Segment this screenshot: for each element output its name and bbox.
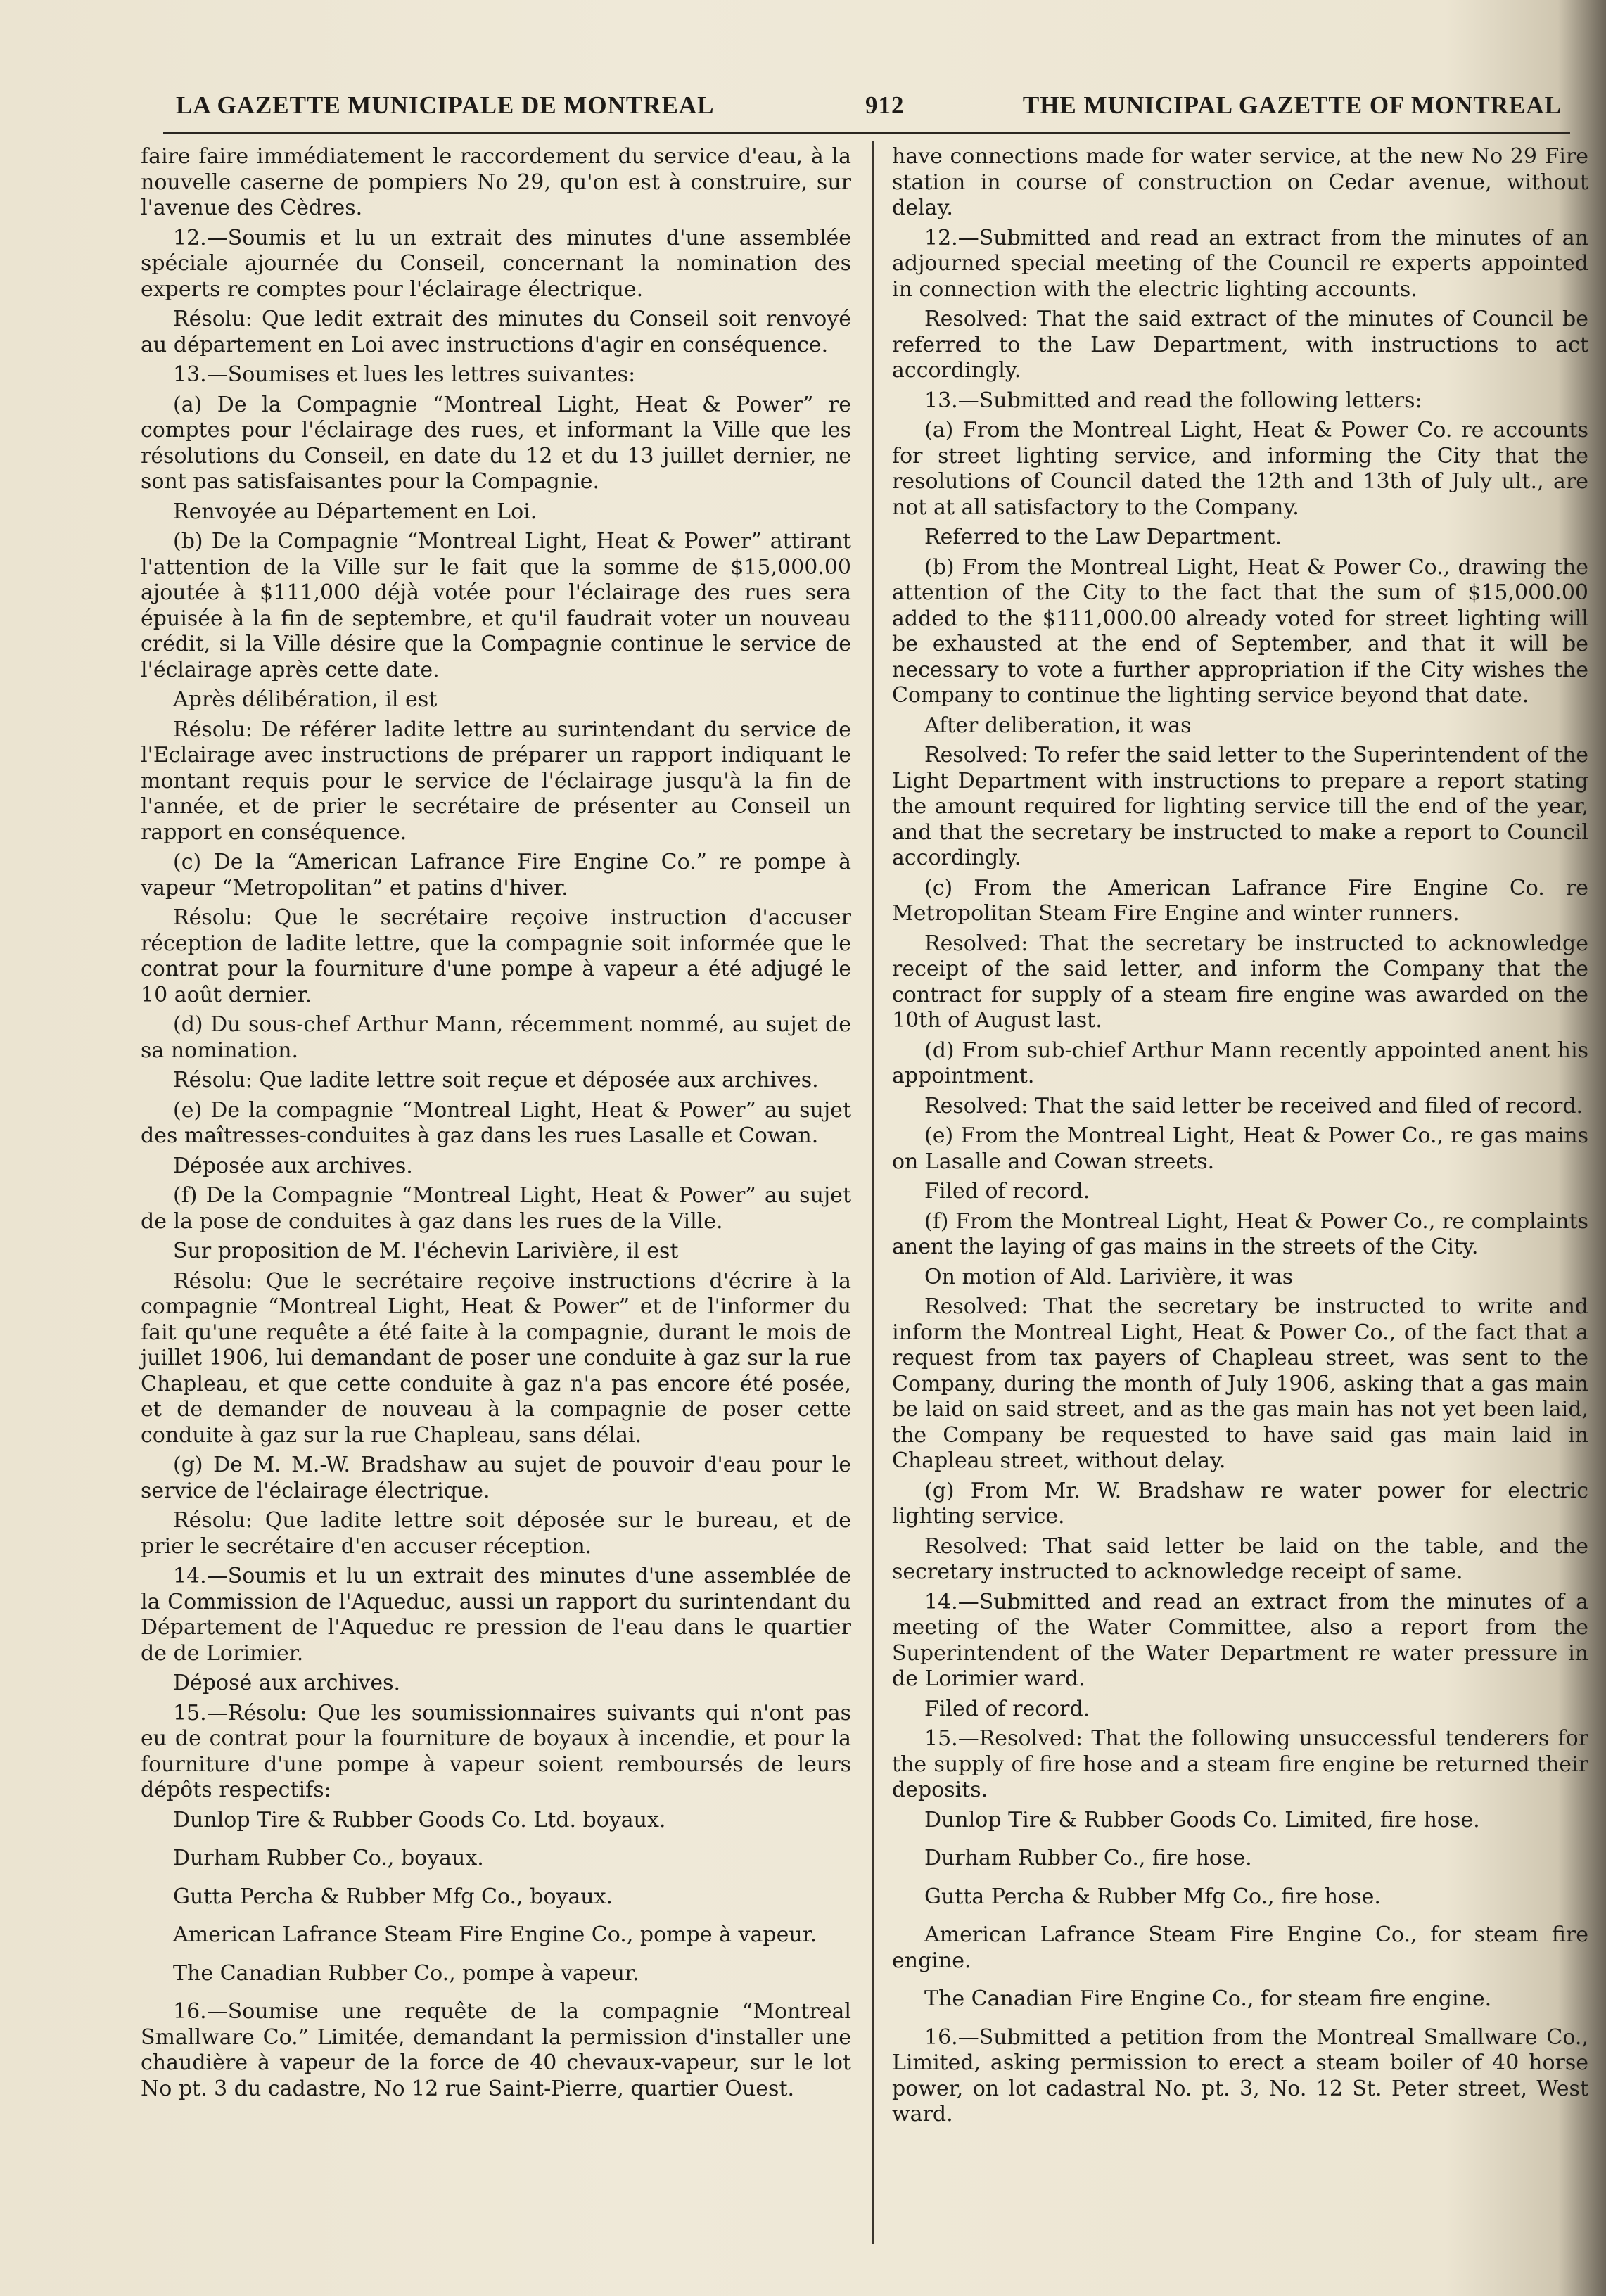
header-rule [163, 132, 1570, 134]
paragraph: (g) From Mr. W. Bradshaw re water power for electric lighting service. [892, 1478, 1588, 1529]
paragraph: Déposé aux archives. [173, 1671, 400, 1695]
paragraph: Resolved: That the said extract of the minutes of Council be referred to the Law Department, with instructions to act accordingly. [892, 307, 1588, 383]
paragraph: Resolved: To refer the said letter to the Superintendent of the Light Department with instructions to prepare a report stating the amount required for lighting service till the end of the year, and that the secretary be instructed to make a report to Council accordingly. [892, 743, 1588, 870]
paragraph: 12.—Submitted and read an extract from the minutes of an adjourned special meeting of the Council re experts appointed in connection with the electric lighting accounts. [892, 225, 1588, 302]
paragraph: (d) From sub-chief Arthur Mann recently appointed anent his appointment. [892, 1038, 1588, 1088]
paragraph: Résolu: Que ladite lettre soit déposée sur le bureau, et de prier le secrétaire d'en accuser réception. [141, 1508, 851, 1559]
list-item: Dunlop Tire & Rubber Goods Co. Ltd. boyaux. [173, 1807, 666, 1832]
paragraph: After deliberation, it was [924, 713, 1192, 738]
paragraph: Résolu: De référer ladite lettre au surintendant du service de l'Eclairage avec instructions de préparer un rapport indiquant le montant requis pour le service de l'éclairage jusqu'à la fin de l'année, et de prier le secrétaire de présenter au Conseil un rapport en conséquence. [141, 717, 851, 845]
paragraph: Resolved: That the secretary be instructed to acknowledge receipt of the said letter, and inform the Company that the contract for supply of a steam fire engine was awarded on the 10th of August last. [892, 931, 1588, 1033]
list-item: Gutta Percha & Rubber Mfg Co., boyaux. [173, 1884, 613, 1909]
paragraph: 15.—Résolu: Que les soumissionnaires suivants qui n'ont pas eu de contrat pour la fourniture de boyaux à incendie, et pour la fourniture d'une pompe à vapeur soient remboursés de leurs dépôts respectifs: [141, 1700, 851, 1802]
paragraph: Filed of record. [924, 1179, 1090, 1204]
paragraph: Résolu: Que le secrétaire reçoive instructions d'écrire à la compagnie “Montreal Light, Heat & Power” et de l'informer du fait qu'une requête a été faite à la compagnie, durant le mois de juillet 1906, lui demandant de poser une conduite à gaz sur la rue Chapleau, et que cette conduite à gaz n'a pas encore été posée, et de demander de nouveau à la compagnie de poser cette conduite à gaz sur la rue Chapleau, sans délai. [141, 1268, 851, 1448]
paragraph: Résolu: Que ladite lettre soit reçue et déposée aux archives. [173, 1068, 819, 1092]
french-column [141, 144, 851, 2106]
paragraph: 16.—Soumise une requête de la compagnie “Montreal Smallware Co.” Limitée, demandant la permission d'installer une chaudière à vapeur de la force de 40 chevaux-vapeur, sur le lot No pt. 3 du cadastre, No 12 rue Saint-Pierre, quartier Ouest. [141, 1999, 851, 2101]
paragraph: Après délibération, il est [173, 687, 438, 712]
english-column [892, 144, 1588, 2132]
paragraph: (b) From the Montreal Light, Heat & Power Co., drawing the attention of the City to the fact that the sum of $15,000.00 added to the $111,000.00 already voted for street lighting will be exhausted at the end of September, and that it will be necessary to vote a further appropriation if the City wishes the Company to continue the lighting service beyond that date. [892, 554, 1588, 708]
paragraph: 14.—Soumis et lu un extrait des minutes d'une assemblée de la Commission de l'Aqueduc, aussi un rapport du surintendant du Département de l'Aqueduc re pression de l'eau dans le quartier de de Lorimier. [141, 1564, 851, 1666]
paragraph: (f) De la Compagnie “Montreal Light, Heat & Power” au sujet de la pose de conduites à gaz dans les rues de la Ville. [141, 1183, 851, 1234]
paragraph: (d) Du sous-chef Arthur Mann, récemment nommé, au sujet de sa nomination. [141, 1012, 851, 1063]
paragraph: 13.—Submitted and read the following letters: [924, 388, 1422, 413]
list-item: Dunlop Tire & Rubber Goods Co. Limited, fire hose. [924, 1807, 1480, 1832]
list-item: The Canadian Rubber Co., pompe à vapeur. [173, 1960, 639, 1986]
paragraph: On motion of Ald. Larivière, it was [924, 1264, 1294, 1289]
paragraph: 12.—Soumis et lu un extrait des minutes d'une assemblée spéciale ajournée du Conseil, concernant la nomination des experts re comptes pour l'éclairage électrique. [141, 225, 851, 302]
paragraph: (f) From the Montreal Light, Heat & Power Co., re complaints anent the laying of gas mains in the streets of the City. [892, 1208, 1588, 1259]
list-item: Durham Rubber Co., fire hose. [924, 1846, 1252, 1870]
paragraph: faire faire immédiatement le raccordement du service d'eau, à la nouvelle caserne de pompiers No 29, qu'on est à construire, sur l'avenue des Cèdres. [141, 144, 851, 220]
paragraph: Résolu: Que ledit extrait des minutes du Conseil soit renvoyé au département en Loi avec instructions d'agir en conséquence. [141, 307, 851, 357]
list-item: Durham Rubber Co., boyaux. [173, 1846, 484, 1870]
paragraph: have connections made for water service, at the new No 29 Fire station in course of construction on Cedar avenue, without delay. [892, 144, 1588, 220]
paragraph: 14.—Submitted and read an extract from the minutes of a meeting of the Water Committee, also a report from the Superintendent of the Water Department re water pressure in de Lorimier ward. [892, 1589, 1588, 1691]
paragraph: Sur proposition de M. l'échevin Larivière, il est [173, 1239, 679, 1263]
paragraph: (b) De la Compagnie “Montreal Light, Heat & Power” attirant l'attention de la Ville sur le fait que la somme de $15,000.00 ajoutée à $111,000 déjà votée pour l'éclairage des rues sera épuisée à la fin de septembre, et qu'il faudrait voter un nouveau crédit, si la Ville désire que la Compagnie continue le service de l'éclairage après cette date. [141, 529, 851, 682]
paragraph: 13.—Soumises et lues les lettres suivantes: [173, 362, 636, 387]
paragraph: Résolu: Que le secrétaire reçoive instruction d'accuser réception de ladite lettre, que la compagnie soit informée que le contrat pour la fourniture d'une pompe à vapeur a été adjugé le 10 août dernier. [141, 905, 851, 1007]
paragraph: (e) De la compagnie “Montreal Light, Heat & Power” au sujet des maîtresses-conduites à gaz dans les rues Lasalle et Cowan. [141, 1097, 851, 1148]
paragraph: (a) De la Compagnie “Montreal Light, Heat & Power” re comptes pour l'éclairage des rues, et informant la Ville que les résolutions du Conseil, en date du 12 et du 13 juillet dernier, ne sont pas satisfaisantes pour la Compagnie. [141, 392, 851, 494]
paragraph: Resolved: That the secretary be instructed to write and inform the Montreal Light, Heat & Power Co., of the fact that a request from tax payers of Chapleau street, was sent to the Company, during the month of July 1906, asking that a gas main be laid on said street, and as the gas main has not yet been laid, the Company be requested to have said gas main laid in Chapleau street, without delay. [892, 1294, 1588, 1473]
paragraph: (e) From the Montreal Light, Heat & Power Co., re gas mains on Lasalle and Cowan streets. [892, 1123, 1588, 1174]
paragraph: Déposée aux archives. [173, 1153, 413, 1178]
paragraph: (a) From the Montreal Light, Heat & Power Co. re accounts for street lighting service, and informing the City that the resolutions of Council dated the 12th and 13th of July ult., are not at all satisfactory to the Company. [892, 418, 1588, 520]
paragraph: (g) De M. M.-W. Bradshaw au sujet de pouvoir d'eau pour le service de l'éclairage électrique. [141, 1453, 851, 1503]
english-title: THE MUNICIPAL GAZETTE OF MONTREAL [1022, 91, 1562, 119]
list-item: American Lafrance Steam Fire Engine Co., for steam fire engine. [892, 1922, 1588, 1973]
paragraph: (c) From the American Lafrance Fire Engine Co. re Metropolitan Steam Fire Engine and winter runners. [892, 875, 1588, 926]
page-header [176, 84, 1562, 127]
french-title: LA GAZETTE MUNICIPALE DE MONTREAL [176, 91, 715, 119]
paragraph: (c) De la “American Lafrance Fire Engine Co.” re pompe à vapeur “Metropolitan” et patins d'hiver. [141, 850, 851, 900]
paragraph: Referred to the Law Department. [924, 525, 1282, 549]
paragraph: 16.—Submitted a petition from the Montreal Smallware Co., Limited, asking permission to erect a steam boiler of 40 horse power, on lot cadastral No. pt. 3, No. 12 St. Peter street, West ward. [892, 2024, 1588, 2126]
paragraph: Resolved: That said letter be laid on the table, and the secretary instructed to acknowledge receipt of same. [892, 1533, 1588, 1584]
page-number: 912 [865, 91, 905, 119]
paragraph: Filed of record. [924, 1696, 1090, 1721]
paragraph: 15.—Resolved: That the following unsuccessful tenderers for the supply of fire hose and a steam fire engine be returned their deposits. [892, 1726, 1588, 1802]
list-item: The Canadian Fire Engine Co., for steam fire engine. [924, 1986, 1492, 2011]
paragraph: Resolved: That the said letter be received and filed of record. [924, 1093, 1583, 1118]
list-item: Gutta Percha & Rubber Mfg Co., fire hose. [924, 1884, 1381, 1909]
paragraph: Renvoyée au Département en Loi. [173, 499, 537, 524]
column-divider [872, 141, 874, 2244]
list-item: American Lafrance Steam Fire Engine Co., pompe à vapeur. [173, 1922, 817, 1947]
